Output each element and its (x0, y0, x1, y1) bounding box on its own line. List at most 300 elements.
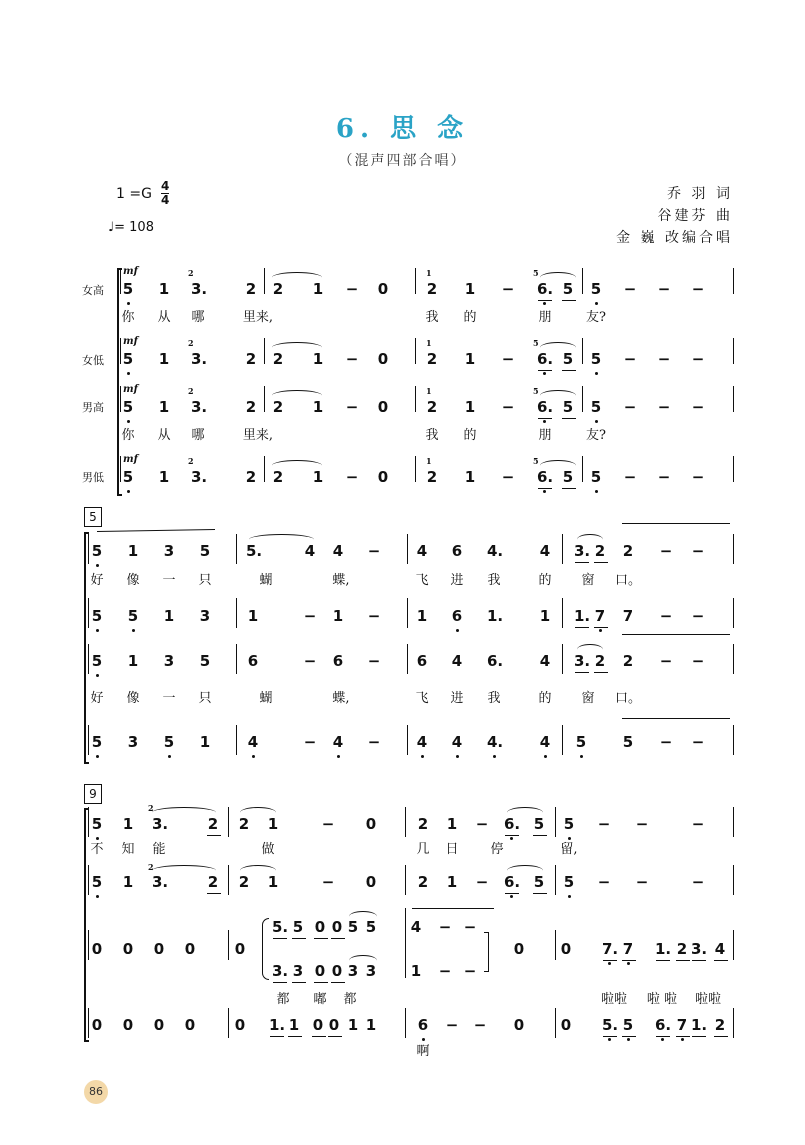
lyric: 从 (157, 310, 171, 325)
note: 5 (91, 815, 103, 833)
note: 7 (622, 607, 634, 625)
barline (236, 725, 237, 755)
note: 1 (464, 280, 476, 298)
note: 2 (207, 873, 219, 891)
note: 4 (332, 733, 344, 751)
lyric: 的 (463, 428, 477, 443)
grace-note: 5 (533, 386, 539, 396)
note: − (691, 468, 705, 486)
note: − (635, 815, 649, 833)
note: 5 (292, 918, 304, 936)
lyric: 啊 (416, 1044, 430, 1059)
note: − (367, 542, 381, 560)
barline (562, 725, 563, 755)
lyric: 啦 啦 (646, 992, 678, 1007)
barline (264, 338, 265, 364)
underline (575, 672, 589, 673)
barline (88, 644, 89, 674)
note: − (623, 468, 637, 486)
note: 3. (191, 350, 208, 368)
lyric: 的 (463, 310, 477, 325)
hairpin-line (412, 908, 494, 909)
note: 6. (655, 1016, 672, 1034)
barline (88, 807, 89, 837)
note: 3. (152, 873, 169, 891)
lyric: 蝴 (259, 573, 273, 588)
barline (415, 338, 416, 364)
octave-dot-below (580, 755, 583, 758)
note: − (438, 962, 452, 980)
octave-dot-below (127, 420, 130, 423)
note: 7. (602, 940, 619, 958)
barline (733, 644, 734, 674)
part-label-alto: 女低 (82, 354, 104, 367)
note: 1 (464, 468, 476, 486)
octave-dot-below (627, 1038, 630, 1041)
note: 5 (562, 468, 574, 486)
note: 1 (332, 607, 344, 625)
note: 3. (191, 398, 208, 416)
lyric: 进 (450, 691, 464, 706)
lyric: 你 (121, 428, 135, 443)
note: − (691, 280, 705, 298)
page-title: 6. 思 念 (335, 114, 470, 144)
underline (594, 672, 608, 673)
note: − (659, 652, 673, 670)
lyric: 只 (198, 691, 212, 706)
note: 1. (655, 940, 672, 958)
barline (733, 1008, 734, 1038)
lyric: 几 (416, 842, 430, 857)
octave-dot-below (96, 564, 99, 567)
note: − (635, 873, 649, 891)
note: 6. (504, 873, 521, 891)
tempo-marking: ♩= 108 (108, 220, 154, 235)
note: − (345, 280, 359, 298)
barline (228, 1008, 229, 1038)
barline (555, 1008, 556, 1038)
octave-dot-below (661, 1038, 664, 1041)
grace-note: 1 (426, 456, 432, 466)
note: 1 (247, 607, 259, 625)
lyric: 留, (560, 842, 578, 857)
note: − (367, 733, 381, 751)
note: 4 (332, 542, 344, 560)
note: 5 (199, 542, 211, 560)
composer-credit: 谷建芬 曲 (657, 208, 733, 224)
part-label-tenor: 男高 (82, 401, 104, 414)
underline (622, 1036, 636, 1037)
octave-dot-below (510, 895, 513, 898)
note: 1 (539, 607, 551, 625)
grace-note: 1 (426, 268, 432, 278)
chord-brace (484, 932, 489, 972)
barline (120, 386, 121, 412)
note: − (475, 815, 489, 833)
note: 1 (446, 815, 458, 833)
note: − (501, 280, 515, 298)
note: 7 (594, 607, 606, 625)
note: 2 (238, 815, 250, 833)
note: − (345, 398, 359, 416)
barline (88, 1008, 89, 1038)
note: 5 (127, 607, 139, 625)
lyric: 友? (586, 310, 606, 325)
note: 6. (537, 398, 554, 416)
note: − (303, 607, 317, 625)
barline (88, 865, 89, 895)
lyric: 友? (586, 428, 606, 443)
octave-dot-below (568, 895, 571, 898)
note: 4. (487, 733, 504, 751)
note: 4 (714, 940, 726, 958)
note: 3 (347, 962, 359, 980)
underline (562, 300, 576, 301)
lyric: 窗 (581, 691, 595, 706)
note: − (691, 652, 705, 670)
page-number: 86 (84, 1080, 108, 1104)
note: 1 (158, 280, 170, 298)
note: 1 (312, 398, 324, 416)
octave-dot-below (543, 302, 546, 305)
note: 0 (365, 815, 377, 833)
chord-brace (262, 918, 269, 980)
note: 0 (184, 940, 196, 958)
note: 2 (245, 350, 257, 368)
lyric: 只 (198, 573, 212, 588)
barline (405, 1008, 406, 1038)
underline (603, 1036, 617, 1037)
slur (349, 955, 377, 966)
note: 1 (464, 398, 476, 416)
note: 0 (184, 1016, 196, 1034)
barline (733, 865, 734, 895)
note: − (623, 280, 637, 298)
lyricist-credit: 乔 羽 词 (667, 186, 733, 202)
note: 2 (594, 542, 606, 560)
note: − (657, 280, 671, 298)
note: 1 (127, 542, 139, 560)
barline (264, 386, 265, 412)
note: 1 (158, 468, 170, 486)
note: 5 (590, 398, 602, 416)
note: − (345, 468, 359, 486)
note: 1 (347, 1016, 359, 1034)
lyric: 你 (121, 310, 135, 325)
note: − (691, 350, 705, 368)
barline (120, 338, 121, 364)
lyric: 的 (538, 691, 552, 706)
note: 5 (347, 918, 359, 936)
slur (577, 534, 603, 545)
lyric: 知 (121, 842, 135, 857)
barline (562, 644, 563, 674)
barline (733, 534, 734, 564)
note: 4 (539, 542, 551, 560)
note: 2 (622, 542, 634, 560)
barline (733, 807, 734, 837)
slur (577, 644, 603, 655)
hairpin-line (622, 718, 730, 719)
note: 1 (365, 1016, 377, 1034)
grace-note: 2 (188, 268, 194, 278)
note: 6 (417, 1016, 429, 1034)
grace-note: 2 (148, 862, 154, 872)
slur (240, 807, 276, 818)
note: 6. (537, 280, 554, 298)
barline (88, 534, 89, 564)
note: 0 (377, 280, 389, 298)
slur (272, 272, 322, 283)
barline (733, 338, 734, 364)
underline (331, 938, 345, 939)
note: 1 (312, 280, 324, 298)
lyric: 我 (487, 691, 501, 706)
note: 6 (247, 652, 259, 670)
underline (594, 627, 608, 628)
barline (228, 865, 229, 895)
lyric: 我 (425, 310, 439, 325)
note: 4 (539, 733, 551, 751)
note: − (597, 815, 611, 833)
note: 0 (365, 873, 377, 891)
note: − (473, 1016, 487, 1034)
lyric: 里来, (242, 310, 274, 325)
note: 6 (451, 542, 463, 560)
note: − (659, 542, 673, 560)
underline (331, 982, 345, 983)
note: 2 (622, 652, 634, 670)
underline (562, 418, 576, 419)
note: − (475, 873, 489, 891)
time-top: 4 (161, 179, 170, 193)
note: 5 (91, 607, 103, 625)
underline (575, 627, 589, 628)
octave-dot-below (544, 755, 547, 758)
octave-dot-below (421, 755, 424, 758)
lyric: 里来, (242, 428, 274, 443)
underline (656, 1036, 670, 1037)
lyric: 停 (490, 842, 504, 857)
arranger-credit: 金 巍 改编合唱 (616, 230, 733, 246)
octave-dot-below (96, 674, 99, 677)
note: 7 (622, 940, 634, 958)
note: 2 (245, 468, 257, 486)
note: − (691, 815, 705, 833)
note: − (691, 733, 705, 751)
grace-note: 2 (188, 456, 194, 466)
note: 2 (417, 873, 429, 891)
note: 1 (199, 733, 211, 751)
underline (538, 418, 552, 419)
note: − (691, 607, 705, 625)
barline (415, 456, 416, 482)
barline (733, 456, 734, 482)
barline (236, 598, 237, 628)
lyric: 哪 (191, 428, 205, 443)
barline (415, 268, 416, 294)
octave-dot-below (595, 372, 598, 375)
lyric: 都 (276, 992, 290, 1007)
barline (582, 338, 583, 364)
barline (733, 725, 734, 755)
octave-dot-below (252, 755, 255, 758)
time-signature (161, 180, 169, 207)
slur (540, 342, 576, 353)
note: 2 (714, 1016, 726, 1034)
octave-dot-below (127, 302, 130, 305)
barline (582, 386, 583, 412)
octave-dot-below (493, 755, 496, 758)
lyric: 朋 (538, 310, 552, 325)
octave-dot-below (96, 629, 99, 632)
underline (328, 1036, 342, 1037)
underline (692, 1036, 706, 1037)
underline (538, 370, 552, 371)
octave-dot-below (543, 420, 546, 423)
note: 2 (272, 468, 284, 486)
grace-note: 1 (426, 338, 432, 348)
note: 5 (91, 873, 103, 891)
note: − (623, 398, 637, 416)
underline (538, 488, 552, 489)
hairpin-line (97, 529, 215, 532)
barline (88, 725, 89, 755)
note: − (367, 652, 381, 670)
note: 4. (487, 542, 504, 560)
note: 1 (158, 398, 170, 416)
note: 1 (267, 873, 279, 891)
note: 3 (163, 542, 175, 560)
lyric: 的 (538, 573, 552, 588)
barline (228, 807, 229, 837)
lyric: 我 (425, 428, 439, 443)
slur (540, 390, 576, 401)
underline (314, 938, 328, 939)
note: 0 (122, 1016, 134, 1034)
lyric: 能 (152, 842, 166, 857)
lyric: 飞 (415, 691, 429, 706)
underline (575, 562, 589, 563)
underline (292, 938, 306, 939)
barline (120, 268, 121, 294)
hairpin-line (622, 634, 730, 635)
note: 1. (691, 1016, 708, 1034)
lyric: 口。 (614, 691, 641, 706)
note: − (597, 873, 611, 891)
slur (240, 865, 276, 876)
note: 1 (288, 1016, 300, 1034)
note: 1 (416, 607, 428, 625)
slur (152, 807, 216, 818)
underline (622, 960, 636, 961)
dynamic-mf: mf (123, 384, 138, 395)
note: 5 (199, 652, 211, 670)
note: − (657, 398, 671, 416)
note: 1. (487, 607, 504, 625)
note: 0 (513, 940, 525, 958)
grace-note: 5 (533, 338, 539, 348)
octave-dot-below (595, 490, 598, 493)
note: 5 (533, 873, 545, 891)
note: 1 (410, 962, 422, 980)
lyric: 飞 (415, 573, 429, 588)
note: − (659, 733, 673, 751)
barline (264, 268, 265, 294)
barline (236, 644, 237, 674)
note: 0 (314, 918, 326, 936)
slur (540, 460, 576, 471)
barline (407, 725, 408, 755)
octave-dot-below (337, 755, 340, 758)
lyric: 像 (126, 573, 140, 588)
note: 5 (575, 733, 587, 751)
note: 3 (199, 607, 211, 625)
note: 3. (191, 280, 208, 298)
note: 1 (163, 607, 175, 625)
note: 5 (563, 815, 575, 833)
barline (405, 865, 406, 895)
octave-dot-below (599, 629, 602, 632)
underline (676, 1036, 690, 1037)
note: − (691, 542, 705, 560)
underline (562, 488, 576, 489)
slur (152, 865, 216, 876)
note: 5 (163, 733, 175, 751)
grace-note: 5 (533, 268, 539, 278)
barline (405, 807, 406, 837)
lyric: 都 (343, 992, 357, 1007)
barline (555, 930, 556, 960)
lyric: 蝶, (332, 691, 350, 706)
note: 0 (328, 1016, 340, 1034)
note: 5 (91, 733, 103, 751)
note: 2 (245, 398, 257, 416)
note: 2 (245, 280, 257, 298)
note: 6. (487, 652, 504, 670)
note: − (657, 350, 671, 368)
note: 5 (91, 652, 103, 670)
lyric: 窗 (581, 573, 595, 588)
note: 5 (590, 280, 602, 298)
lyric: 嘟 (313, 992, 327, 1007)
note: 0 (377, 398, 389, 416)
note: − (657, 468, 671, 486)
note: 1 (158, 350, 170, 368)
note: − (303, 733, 317, 751)
note: 0 (122, 940, 134, 958)
barline (733, 386, 734, 412)
note: 4 (416, 733, 428, 751)
note: 2 (426, 468, 438, 486)
note: 5 (122, 398, 134, 416)
note: − (345, 350, 359, 368)
note: 5 (562, 350, 574, 368)
grace-note: 2 (188, 386, 194, 396)
lyric: 像 (126, 691, 140, 706)
underline (207, 893, 221, 894)
lyric: 口。 (614, 573, 641, 588)
note: 3. (691, 940, 708, 958)
note: 6. (537, 468, 554, 486)
note: 6. (504, 815, 521, 833)
note: 2 (426, 350, 438, 368)
octave-dot-below (681, 1038, 684, 1041)
underline (288, 1036, 302, 1037)
note: 1. (574, 607, 591, 625)
slur (540, 272, 576, 283)
note: − (321, 815, 335, 833)
